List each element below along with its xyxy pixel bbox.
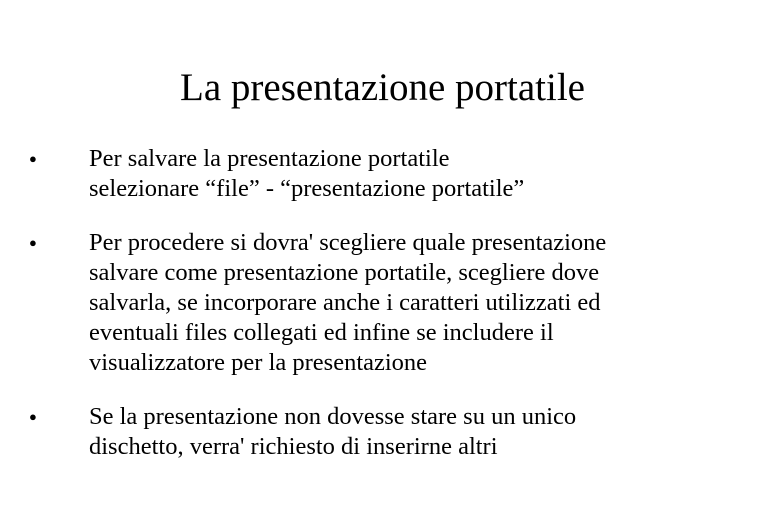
bullet-item (29, 228, 749, 378)
slide-title: La presentazione portatile (180, 66, 585, 109)
bullet-text: Per procedere si dovra' scegliere quale presentazione salvare come presentazione portatile, scegliere dove salvarla, se incorporare anche i caratteri utilizzati ed eventuali files collegati ed infine se includere il visualizzatore per la presentazione (89, 229, 607, 376)
bullet-text: Se la presentazione non dovesse stare su un unico dischetto, verra' richiesto di inserirne altri (89, 403, 577, 460)
bullet-text: Per salvare la presentazione portatile selezionare “file” - “presentazione portatile” (89, 145, 525, 202)
bullet-item (29, 144, 749, 204)
bullet-dot-icon: ● (29, 151, 37, 166)
bullet-list (29, 144, 749, 486)
bullet-dot-icon: ● (29, 409, 37, 424)
bullet-dot-icon: ● (29, 235, 37, 250)
bullet-item (29, 402, 749, 462)
